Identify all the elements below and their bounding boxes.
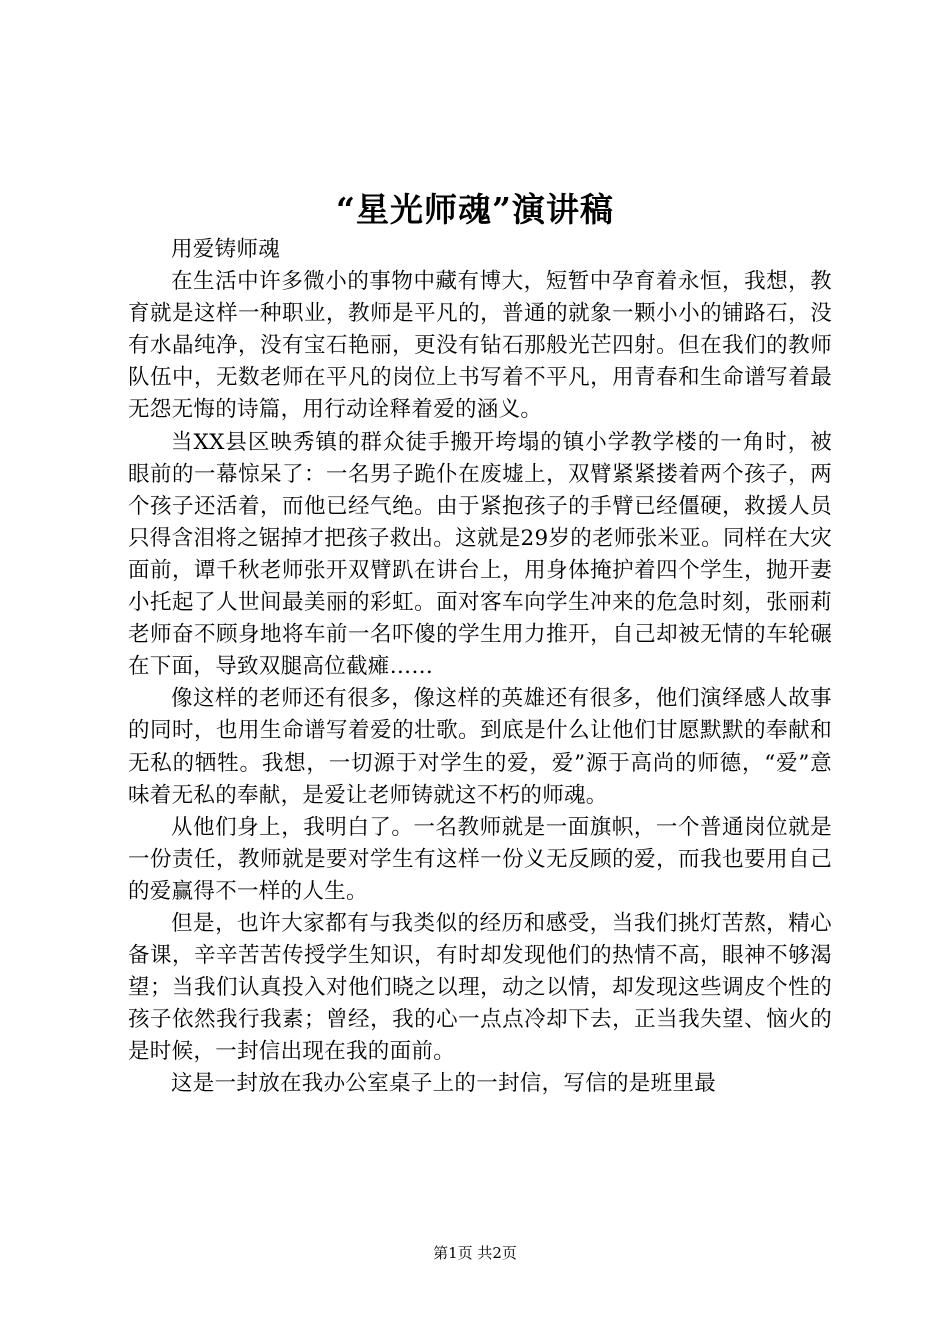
paragraph: 当XX县区映秀镇的群众徒手搬开垮塌的镇小学教学楼的一角时，被眼前的一幕惊呆了：一名男子跪仆在废墟上，双臂紧紧搂着两个孩子，两个孩子还活着，而他已经气绝。由于紧抱孩子的手臂已经僵硬，救援人员只得含泪将之锯掉才把孩子救出。这就是29岁的老师张米亚。同样在大灾面前，谭千秋老师张开双臂趴在讲台上，用身体掩护着四个学生，抛开妻小托起了人世间最美丽的彩虹。面对客车向学生冲来的危急时刻，张丽莉老师奋不顾身地将车前一名吓傻的学生用力推开，自己却被无情的车轮碾在下面，导致双腿高位截瘫…… [128, 429, 832, 680]
document-title: “星光师魂”演讲稿 [336, 190, 614, 229]
paragraph: 但是，也许大家都有与我类似的经历和感受，当我们挑灯苦熬，精心备课，辛辛苦苦传授学生知识，有时却发现他们的热情不高，眼神不够渴望；当我们认真投入对他们晓之以理，动之以情，却发现这些调皮个性的孩子依然我行我素；曾经，我的心一点点冷却下去，正当我失望、恼火的是时候，一封信出现在我的面前。 [128, 910, 832, 1065]
paragraph: 这是一封放在我办公室桌子上的一封信，写信的是班里最 [171, 1071, 717, 1097]
paragraph: 从他们身上，我明白了。一名教师就是一面旗帜，一个普通岗位就是一份责任，教师就是要对学生有这样一份义无反顾的爱，而我也要用自己的爱赢得不一样的人生。 [128, 814, 832, 904]
paragraph: 像这样的老师还有很多，像这样的英雄还有很多，他们演绎感人故事的同时，也用生命谱写着爱的壮歌。到底是什么让他们甘愿默默的奉献和无私的牺牲。我想，一切源于对学生的爱，爱”源于高尚的师德，“爱”意味着无私的奉献，是爱让老师铸就这不朽的师魂。 [128, 686, 832, 808]
page-number-footer: 第1页 共2页 [433, 1244, 517, 1262]
paragraph-subtitle: 用爱铸师魂 [171, 237, 281, 262]
paragraph: 在生活中许多微小的事物中藏有博大，短暂中孕育着永恒，我想，教育就是这样一种职业，教师是平凡的，普通的就象一颗小小的铺路石，没有水晶纯净，没有宝石艳丽，更没有钻石那般光芒四射。但在我们的教师队伍中，无数老师在平凡的岗位上书写着不平凡，用青春和生命谱写着最无怨无悔的诗篇，用行动诠释着爱的涵义。 [128, 269, 832, 423]
document-body [128, 234, 832, 1101]
